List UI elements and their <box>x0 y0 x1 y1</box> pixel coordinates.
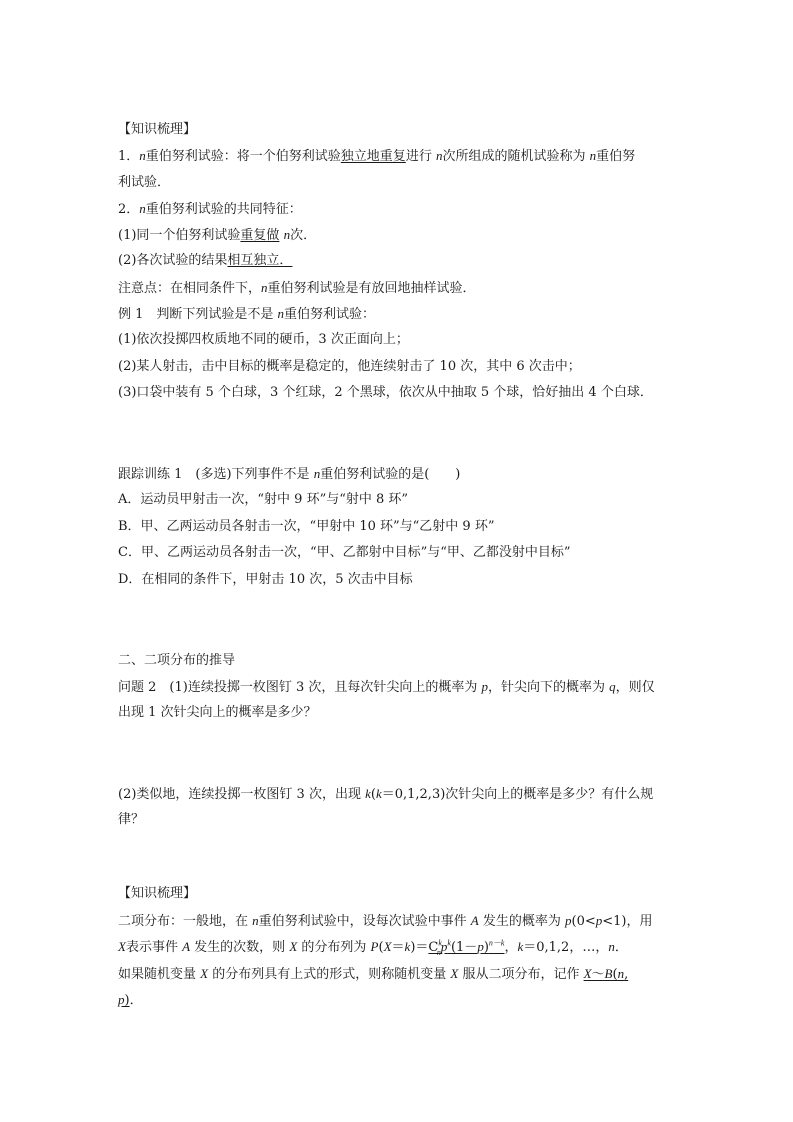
blank-binomial-notation: X～B(n, <box>583 966 629 982</box>
option-d: D．在相同的条件下，甲射击 10 次，5 次击中目标 <box>118 572 413 587</box>
binomial-definition-line-4: p)． <box>118 992 143 1008</box>
example-item-3: (3)口袋中装有 5 个白球，3 个红球，2 个黑球，依次从中抽取 5 个球，恰好抽出 4 个白球． <box>118 385 653 400</box>
binomial-definition-line-3: 如果随机变量 X 的分布列具有上式的形式，则称随机变量 X 服从二项分布，记作 X～B(n, <box>118 966 629 982</box>
definition-line-1: 1．n重伯努利试验：将一个伯努利试验独立地重复进行 n次所组成的随机试验称为 n重伯努 <box>118 148 636 164</box>
features-title: 2．n重伯努利试验的共同特征： <box>118 201 302 217</box>
question-2-part-1: 问题 2 (1)连续投掷一枚图钉 3 次，且每次针尖向上的概率为 p，针尖向下的概率为 q，则仅 <box>118 679 655 695</box>
blank-repeat: 重复做 <box>240 228 280 243</box>
option-c: C．甲、乙两运动员各射击一次，“甲、乙都射中目标”与“甲、乙都没射中目标” <box>118 545 571 560</box>
blank-mutually-independent: 相互独立． <box>227 253 293 268</box>
feature-1: (1)同一个伯努利试验重复做 n次． <box>118 227 317 243</box>
example-item-1: (1)依次投掷四枚质地不同的硬币，3 次正面向上； <box>118 332 409 347</box>
question-2-part-2-line-2: 律？ <box>118 812 145 827</box>
example-title: 例 1 判断下列试验是不是 n重伯努利试验： <box>118 306 376 322</box>
blank-independent-repeat: 独立地重复 <box>340 149 406 164</box>
example-item-2: (2)某人射击，击中目标的概率是稳定的，他连续射击了 10 次，其中 6 次击中； <box>118 359 581 374</box>
binomial-definition-line-2: X表示事件 A 发生的次数，则 X 的分布列为 $P(X=k)=C^k_np^k(1-p)^{n-k}$，k＝0,1,2，…，n． <box>118 938 628 957</box>
section-heading-binomial-derivation: 二、二项分布的推导 <box>118 653 236 668</box>
binomial-formula: $P(X=k)=C^k_np^k(1-p)^{n-k}$ <box>370 938 505 957</box>
blank-binomial-pmf: $C^k_np^k(1-p)^{n-k}$ <box>428 938 505 957</box>
knowledge-heading-2: 【知识梳理】 <box>118 886 197 901</box>
feature-2: (2)各次试验的结果相互独立． <box>118 253 293 268</box>
binomial-definition-line-1: 二项分布：一般地，在 n重伯努利试验中，设每次试验中事件 A 发生的概率为 p(0<p<1)，用 <box>118 913 653 929</box>
option-a: A．运动员甲射击一次，“射中 9 环”与“射中 8 环” <box>118 492 409 507</box>
option-b: B．甲、乙两运动员各射击一次，“甲射中 10 环”与“乙射中 9 环” <box>118 519 495 534</box>
question-2-part-2: (2)类似地，连续投掷一枚图钉 3 次，出现 k(k＝0,1,2,3)次针尖向上的概率是多少？有什么规 <box>118 786 654 802</box>
practice-title: 跟踪训练 1 (多选)下列事件不是 n重伯努利试验的是( ) <box>118 466 461 482</box>
note-line: 注意点：在相同条件下，n重伯努利试验是有放回地抽样试验． <box>118 280 476 296</box>
definition-line-2: 利试验． <box>118 175 171 190</box>
question-2-part-1-line-2: 出现 1 次针尖向上的概率是多少？ <box>118 705 317 720</box>
knowledge-heading-1: 【知识梳理】 <box>118 122 197 137</box>
